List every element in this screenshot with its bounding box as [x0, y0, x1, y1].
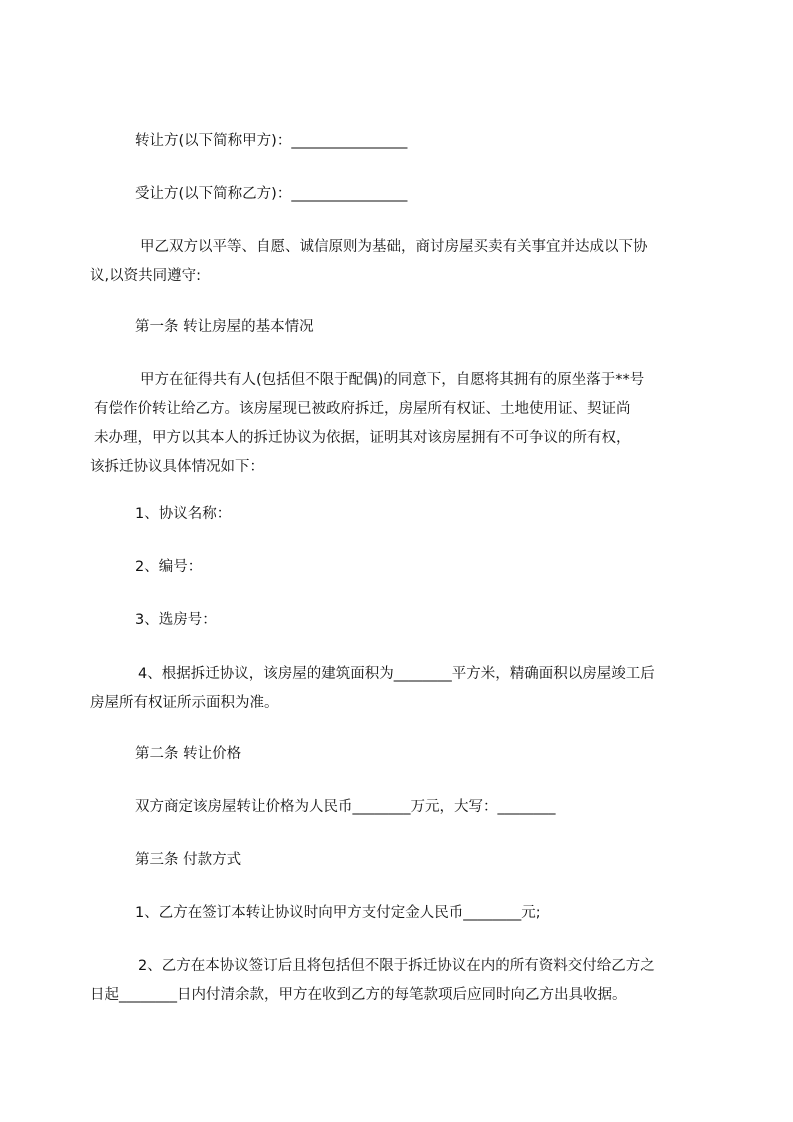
article1-item-4 [0, 660, 655, 718]
article1-heading: 第一条 转让房屋的基本情况 [135, 319, 314, 335]
article3-item-2-line-2: 日起________日内付清余款，甲方在收到乙方的每笔款项后应同时向乙方出具收据。 [90, 987, 627, 1003]
article1-body-line-4: 该拆迁协议具体情况如下： [90, 459, 264, 475]
intro-line-1: 甲乙双方以平等、自愿、诚信原则为基础，商讨房屋买卖有关事宜并达成以下协 [140, 239, 648, 255]
article1-item-4-line-2: 房屋所有权证所示面积为准。 [90, 695, 279, 711]
article1-item-3: 3、选房号： [135, 612, 217, 628]
intro-paragraph [0, 233, 648, 291]
article1-body-line-2: 有偿作价转让给乙方。该房屋现已被政府拆迁，房屋所有权证、土地使用证、契证尚 [94, 401, 631, 417]
article1-body [0, 366, 644, 482]
article3-item-2-line-1: 2、乙方在本协议签订后且将包括但不限于拆迁协议在内的所有资料交付给乙方之 [138, 958, 655, 974]
article2-heading: 第二条 转让价格 [135, 746, 242, 762]
article3-item-2 [0, 952, 655, 1010]
article1-item-2: 2、编号： [135, 559, 203, 575]
article1-body-line-3: 未办理，甲方以其本人的拆迁协议为依据，证明其对该房屋拥有不可争议的所有权， [94, 430, 631, 446]
article1-item-1: 1、协议名称： [135, 506, 232, 522]
article2-body: 双方商定该房屋转让价格为人民币________万元，大写：________ [135, 799, 556, 815]
article3-item-1: 1、乙方在签订本转让协议时向甲方支付定金人民币________元; [135, 905, 541, 921]
article1-item-4-line-1: 4、根据拆迁协议，该房屋的建筑面积为________平方米，精确面积以房屋竣工后 [138, 666, 655, 682]
transferor-line: 转让方(以下简称甲方)：________________ [135, 133, 408, 149]
article1-body-line-1: 甲方在征得共有人(包括但不限于配偶)的同意下，自愿将其拥有的原坐落于**号 [140, 372, 645, 388]
transferee-line: 受让方(以下简称乙方)：________________ [135, 186, 408, 202]
article3-heading: 第三条 付款方式 [135, 852, 242, 868]
intro-line-2: 议,以资共同遵守: [90, 268, 201, 284]
